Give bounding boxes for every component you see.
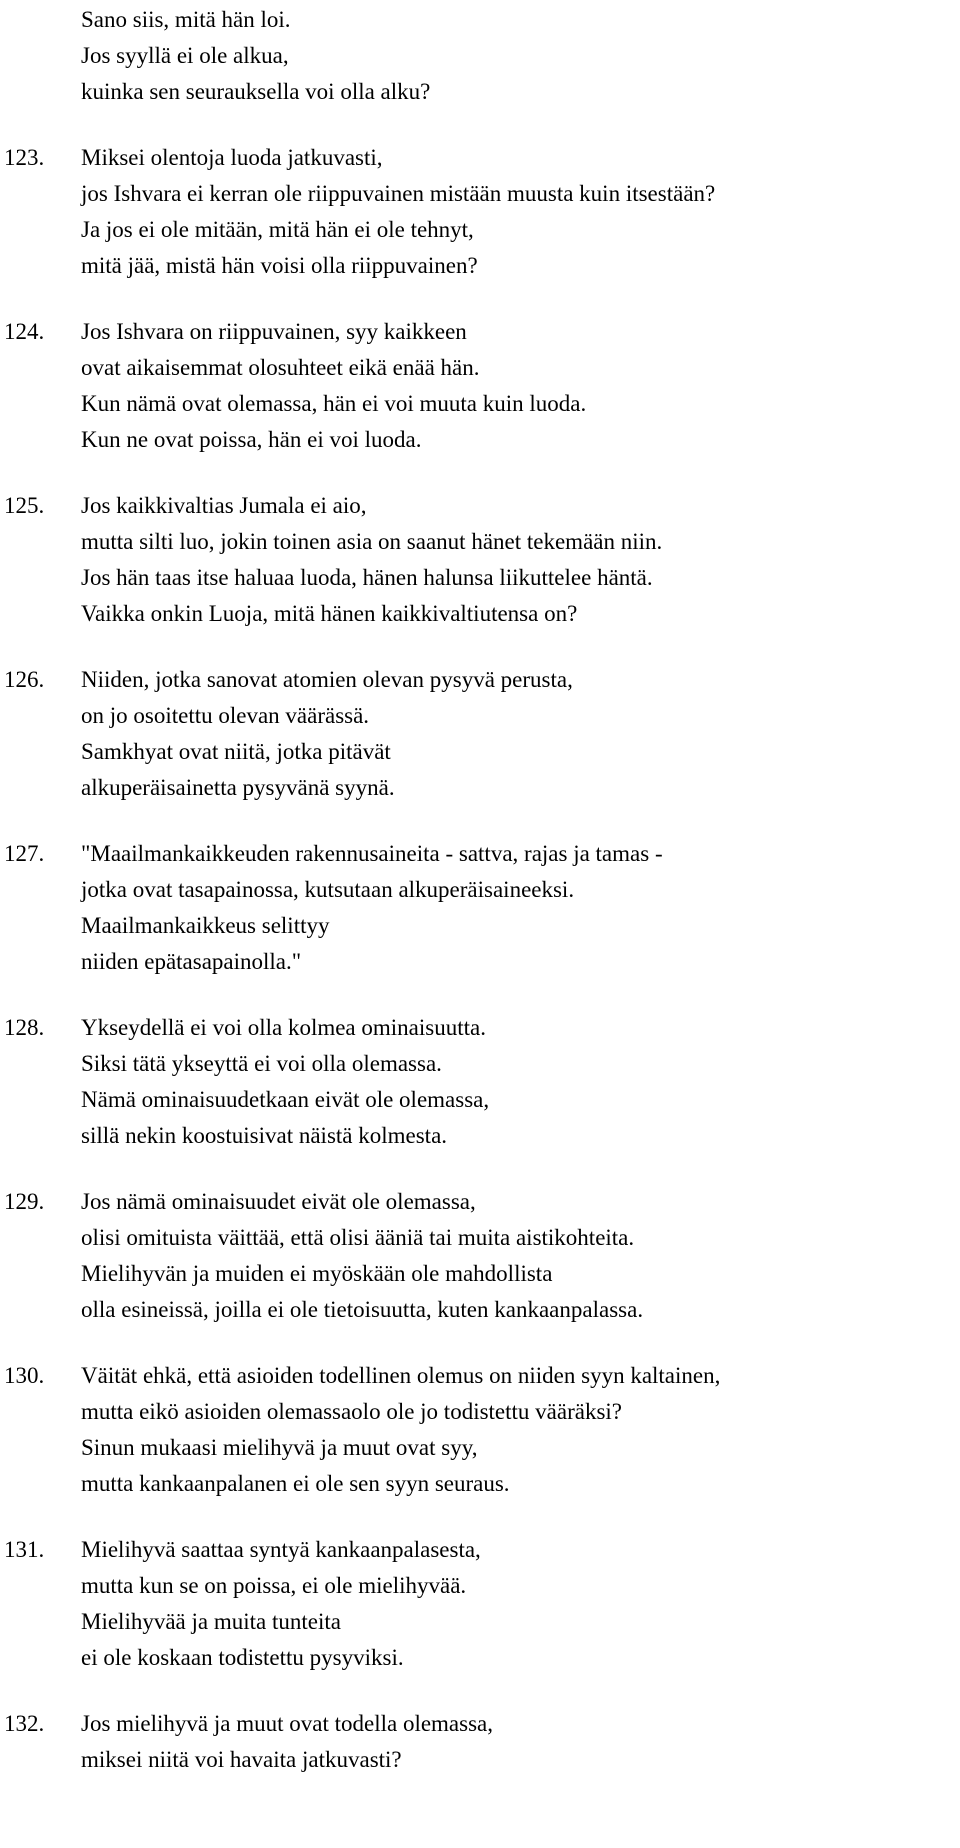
verse-128 [0, 1010, 960, 1154]
verse-line: Jos mielihyvä ja muut ovat todella olemassa, [81, 1711, 494, 1736]
verse-line: Vaikka onkin Luoja, mitä hänen kaikkivaltiutensa on? [81, 601, 578, 626]
verse-line: Jos Ishvara on riippuvainen, syy kaikkeen [81, 319, 467, 344]
verse-number: 127. [4, 841, 45, 866]
verse-line: Niiden, jotka sanovat atomien olevan pysyvä perusta, [81, 667, 573, 692]
verse-line: olisi omituista väittää, että olisi ääniä tai muita aistikohteita. [81, 1225, 635, 1250]
verse-129 [0, 1184, 960, 1328]
verse-126 [0, 662, 960, 806]
verse-line: Ykseydellä ei voi olla kolmea ominaisuutta. [81, 1015, 486, 1040]
verse-line: mutta eikö asioiden olemassaolo ole jo todistettu vääräksi? [81, 1399, 623, 1424]
verse-number: 126. [4, 667, 45, 692]
verse-number: 131. [4, 1537, 45, 1562]
verse-132 [0, 1706, 960, 1778]
verse-line: olla esineissä, joilla ei ole tietoisuutta, kuten kankaanpalassa. [81, 1297, 644, 1322]
verse-line: on jo osoitettu olevan väärässä. [81, 703, 370, 728]
verse-line: ei ole koskaan todistettu pysyviksi. [81, 1645, 404, 1670]
verse-line: Mielihyvää ja muita tunteita [81, 1609, 341, 1634]
verse-line: Jos nämä ominaisuudet eivät ole olemassa, [81, 1189, 476, 1214]
verse-line: mitä jää, mistä hän voisi olla riippuvainen? [81, 253, 478, 278]
verse-number: 130. [4, 1363, 45, 1388]
verse-line: Väität ehkä, että asioiden todellinen olemus on niiden syyn kaltainen, [81, 1363, 721, 1388]
verse-line: Jos kaikkivaltias Jumala ei aio, [81, 493, 367, 518]
verse-line: Samkhyat ovat niitä, jotka pitävät [81, 739, 391, 764]
verse-125 [0, 488, 960, 632]
verse-line: Siksi tätä ykseyttä ei voi olla olemassa. [81, 1051, 442, 1076]
verse-line: jos Ishvara ei kerran ole riippuvainen mistään muusta kuin itsestään? [81, 181, 716, 206]
verse-line: Jos hän taas itse haluaa luoda, hänen halunsa liikuttelee häntä. [81, 565, 653, 590]
verse-line: niiden epätasapainolla." [81, 949, 302, 974]
verse-line: alkuperäisainetta pysyvänä syynä. [81, 775, 395, 800]
verse-line: mutta kankaanpalanen ei ole sen syyn seuraus. [81, 1471, 510, 1496]
verse-line: Maailmankaikkeus selittyy [81, 913, 330, 938]
verse-continued [0, 2, 960, 110]
verse-124 [0, 314, 960, 458]
verse-line: Nämä ominaisuudetkaan eivät ole olemassa, [81, 1087, 490, 1112]
verse-line: Mielihyvän ja muiden ei myöskään ole mahdollista [81, 1261, 553, 1286]
verse-number: 125. [4, 493, 45, 518]
verse-line: mutta kun se on poissa, ei ole mielihyvää. [81, 1573, 467, 1598]
verse-number: 128. [4, 1015, 45, 1040]
verse-line: jotka ovat tasapainossa, kutsutaan alkuperäisaineeksi. [81, 877, 575, 902]
verse-number: 129. [4, 1189, 45, 1214]
verse-line: Kun nämä ovat olemassa, hän ei voi muuta kuin luoda. [81, 391, 587, 416]
verse-line: kuinka sen seurauksella voi olla alku? [81, 79, 431, 104]
verse-127 [0, 836, 960, 980]
verse-line: ovat aikaisemmat olosuhteet eikä enää hän. [81, 355, 480, 380]
verse-number: 123. [4, 145, 45, 170]
verse-line: mutta silti luo, jokin toinen asia on saanut hänet tekemään niin. [81, 529, 663, 554]
verse-123 [0, 140, 960, 284]
verse-line: "Maailmankaikkeuden rakennusaineita - sattva, rajas ja tamas - [81, 841, 663, 866]
verse-line: sillä nekin koostuisivat näistä kolmesta. [81, 1123, 448, 1148]
verse-line: Jos syyllä ei ole alkua, [81, 43, 289, 68]
verse-line: Sinun mukaasi mielihyvä ja muut ovat syy, [81, 1435, 478, 1460]
verse-line: Mielihyvä saattaa syntyä kankaanpalasesta, [81, 1537, 481, 1562]
verse-line: miksei niitä voi havaita jatkuvasti? [81, 1747, 402, 1772]
verse-line: Kun ne ovat poissa, hän ei voi luoda. [81, 427, 422, 452]
verse-131 [0, 1532, 960, 1676]
verse-line: Miksei olentoja luoda jatkuvasti, [81, 145, 383, 170]
verse-number: 124. [4, 319, 45, 344]
document-page [0, 2, 960, 1808]
verse-number: 132. [4, 1711, 45, 1736]
verse-line: Ja jos ei ole mitään, mitä hän ei ole tehnyt, [81, 217, 474, 242]
verse-line: Sano siis, mitä hän loi. [81, 7, 291, 32]
verse-130 [0, 1358, 960, 1502]
